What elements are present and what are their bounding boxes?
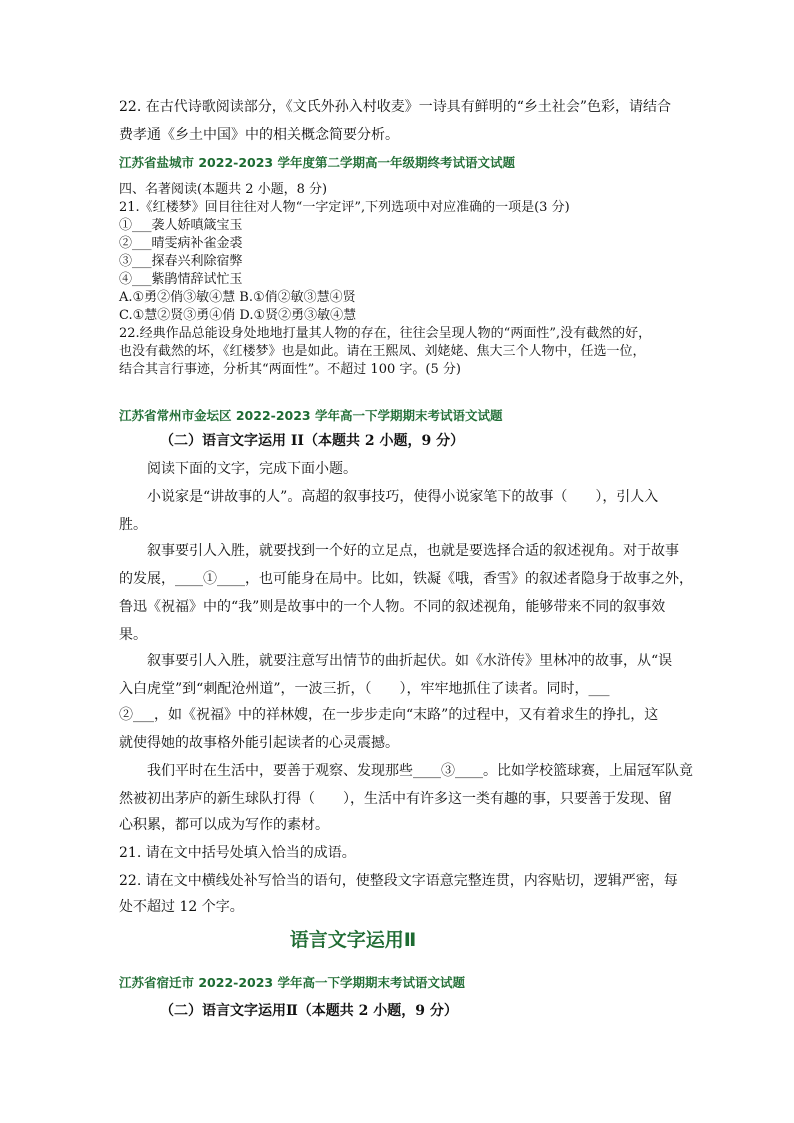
paragraph-4-line-3: 心积累，都可以成为写作的素材。 [119, 817, 329, 833]
option-3: ③___探春兴利除宿弊 [119, 254, 243, 269]
question-22-line-1: 22. 在古代诗歌阅读部分，《文氏外孙入村收麦》一诗具有鲜明的“乡土社会”色彩，请结合 [119, 99, 672, 115]
choices-c-d: C.①慧②贤③勇④俏 D.①贤②勇③敏④慧 [119, 308, 357, 323]
section-heading-language-use: （二）语言文字运用 II（本题共 2 小题，9 分） [160, 433, 465, 449]
paragraph-2-line-1: 叙事要引人入胜，就要找到一个好的立足点，也就是要选择合适的叙述视角。对于故事 [147, 543, 679, 559]
choices-a-b: A.①勇②俏③敏④慧 B.①俏②敏③慧④贤 [119, 290, 356, 305]
paragraph-2-line-4: 果。 [119, 627, 147, 643]
option-2: ②___晴雯病补雀金裘 [119, 236, 243, 251]
question-22-line-2: 费孝通《乡土中国》中的相关概念简要分析。 [119, 127, 399, 143]
paragraph-2-line-3: 鲁迅《祝福》中的“我”则是故事中的一个人物。不同的叙述视角，能够带来不同的叙事效 [119, 599, 666, 615]
option-1: ①___袭人娇嗔箴宝玉 [119, 218, 243, 233]
paragraph-4-line-1: 我们平时在生活中，要善于观察、发现那些____③____。比如学校篮球赛，上届冠军队竟 [147, 763, 693, 779]
section-heading-language-use-2: （二）语言文字运用Ⅱ（本题共 2 小题，9 分） [160, 1003, 458, 1019]
question-21: 21. 请在文中括号处填入恰当的成语。 [119, 845, 356, 861]
paragraph-3-line-3: ②___，如《祝福》中的祥林嫂，在一步步走向“末路”的过程中，又有着求生的挣扎，这 [119, 707, 659, 723]
paragraph-1-line-1: 小说家是“讲故事的人”。高超的叙事技巧，使得小说家笔下的故事（ ），引人入 [147, 489, 659, 505]
question-21: 21.《红楼梦》回目往往对人物“一字定评”,下列选项中对应准确的一项是(3 分) [119, 200, 570, 215]
source-title-yancheng: 江苏省盐城市 2022-2023 学年度第二学期高一年级期终考试语文试题 [119, 155, 515, 170]
section-heading-famous-works: 四、名著阅读(本题共 2 小题，8 分) [119, 182, 328, 197]
question-22-line-2: 处不超过 12 个字。 [119, 899, 244, 915]
question-22-line-3: 结合其言行事迹，分析其“两面性”。不超过 100 字。(5 分) [119, 362, 461, 377]
question-22-line-2: 也没有截然的坏，《红楼梦》也是如此。请在王熙凤、刘姥姥、焦大三个人物中，任选一位， [119, 344, 646, 359]
reading-instruction: 阅读下面的文字，完成下面小题。 [147, 461, 357, 477]
paragraph-3-line-2: 入白虎堂”到“刺配沧州道”，一波三折，（ ），牢牢地抓住了读者。同时，___ [119, 681, 610, 697]
paragraph-4-line-2: 然被初出茅庐的新生球队打得（ ），生活中有许多这一类有趣的事，只要善于发现、留 [119, 791, 672, 807]
section-heading-language-use-ii: 语言文字运用Ⅱ [289, 929, 417, 951]
paragraph-3-line-1: 叙事要引人入胜，就要注意写出情节的曲折起伏。如《水浒传》里林冲的故事，从“误 [147, 653, 673, 669]
paragraph-3-line-4: 就使得她的故事格外能引起读者的心灵震撼。 [119, 735, 399, 751]
source-title-suqian: 江苏省宿迁市 2022-2023 学年高一下学期期末考试语文试题 [119, 975, 465, 990]
question-22-line-1: 22.经典作品总能设身处地地打量其人物的存在，往往会呈现人物的“两面性”,没有截然的好， [119, 326, 652, 341]
paragraph-1-line-2: 胜。 [119, 517, 147, 533]
source-title-changzhou: 江苏省常州市金坛区 2022-2023 学年高一下学期期末考试语文试题 [119, 408, 503, 423]
question-22-line-1: 22. 请在文中横线处补写恰当的语句，使整段文字语意完整连贯，内容贴切，逻辑严密，每 [119, 873, 678, 889]
paragraph-2-line-2: 的发展，____①____，也可能身在局中。比如，铁凝《哦，香雪》的叙述者隐身于故事之外， [119, 571, 693, 587]
option-4: ④___紫鹃情辞试忙玉 [119, 272, 243, 287]
